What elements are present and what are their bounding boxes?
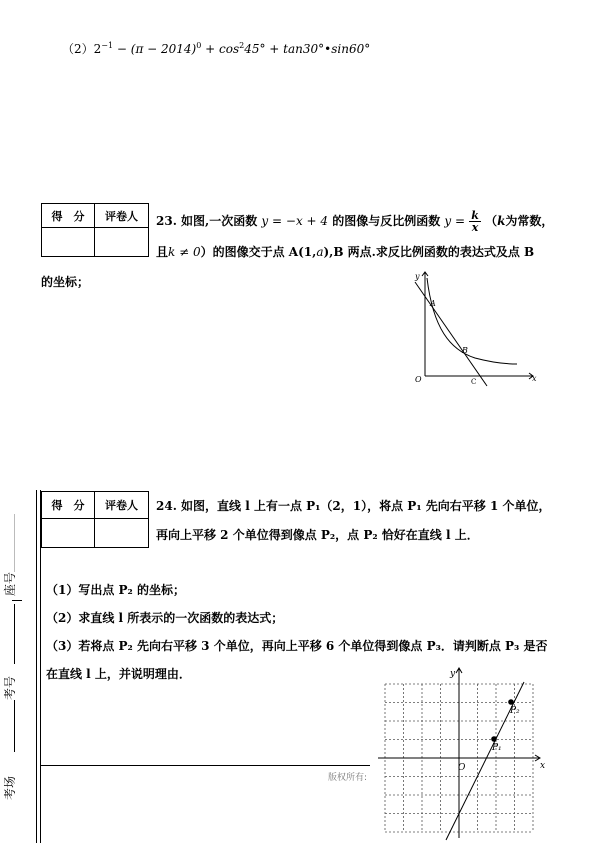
score-header: 得 分 xyxy=(42,492,95,519)
y-label: y xyxy=(415,272,420,281)
margin-dash-2 xyxy=(14,604,15,664)
grader-cell[interactable] xyxy=(95,519,149,548)
q23-k: k xyxy=(497,214,506,228)
hyperbola-curve xyxy=(427,278,517,364)
q24-line1: 24. 如图，直线 l 上有一点 P₁（2，1），将点 P₁ 先向右平移 1 个单位， xyxy=(156,499,551,513)
grader-header: 评卷人 xyxy=(95,492,149,519)
footer-line xyxy=(40,765,370,766)
point-b-label: B xyxy=(462,346,468,355)
frac-den: x xyxy=(471,221,479,234)
y-label: y xyxy=(450,669,456,679)
q24-sub1: （1）写出点 P₂ 的坐标； xyxy=(46,583,185,597)
q23-y: y = xyxy=(444,214,466,228)
score-cell[interactable] xyxy=(42,519,95,548)
score-header: 得 分 xyxy=(42,204,95,228)
expr-part: 45° + tan30°•sin60° xyxy=(244,42,371,56)
origin-label: O xyxy=(458,763,466,773)
problem-2-expression xyxy=(62,38,370,57)
margin-dash-1 xyxy=(14,514,15,572)
expr-part: − (π − 2014) xyxy=(113,42,197,56)
exam-no-label: 考号 xyxy=(3,675,17,700)
point-a-label: A xyxy=(430,299,436,308)
origin-label: O xyxy=(415,375,422,384)
q23-line3: 的坐标； xyxy=(41,275,90,289)
grader-header: 评卷人 xyxy=(95,204,149,228)
expr-part: + cos xyxy=(201,42,240,56)
q23-text: 为常数， xyxy=(505,214,554,228)
q23-text: 23. 如图,一次函数 xyxy=(156,214,258,228)
point-p1 xyxy=(491,736,497,742)
footer-text: 版权所有: xyxy=(328,773,368,783)
q23-text: ）的图像交于点 A(1, xyxy=(200,245,317,259)
expr-sup: −1 xyxy=(101,41,114,50)
q23-a: a xyxy=(316,245,324,259)
q23-text: （ xyxy=(485,214,498,228)
expr-part: 2 xyxy=(93,42,102,56)
q23-text: 且 xyxy=(156,245,169,259)
grader-cell[interactable] xyxy=(95,228,149,257)
q24-sub2: （2）求直线 l 所表示的一次函数的表达式； xyxy=(46,611,284,625)
point-p2 xyxy=(508,699,514,705)
seat-label: 座号 xyxy=(3,571,17,596)
frac-num: k xyxy=(471,209,479,222)
q24-grid-graph xyxy=(374,664,550,842)
q24-sub3: （3）若将点 P₂ 先向右平移 3 个单位，再向上平移 6 个单位得到像点 P₃．请判断点 P₃ 是否 xyxy=(46,639,548,653)
q23-linear-fn: y = −x + 4 xyxy=(261,214,329,228)
linear-function-line xyxy=(415,282,487,386)
q23-fraction xyxy=(469,210,481,233)
margin-line-outer xyxy=(36,490,37,843)
q24-line2: 再向上平移 2 个单位得到像点 P₂，点 P₂ 恰好在直线 l 上． xyxy=(156,528,479,542)
q23-cond: k ≠ 0 xyxy=(168,245,201,259)
score-cell[interactable] xyxy=(42,228,95,257)
q23-graph xyxy=(405,268,540,390)
margin-dash-3 xyxy=(14,700,15,752)
q23-text: 的图像与反比例函数 xyxy=(332,214,441,228)
p2-label: P₂ xyxy=(510,706,520,716)
problem-2-label: （2） xyxy=(62,42,94,56)
exam-room-label: 考场 xyxy=(3,775,17,800)
expr-sup: 0 xyxy=(196,41,202,50)
x-label: x xyxy=(540,761,546,771)
q24-sub3b: 在直线 l 上，并说明理由． xyxy=(46,667,191,681)
score-table-q24 xyxy=(41,491,149,548)
q23-text: ),B 两点.求反比例函数的表达式及点 B xyxy=(323,245,535,259)
q23-line1 xyxy=(156,210,553,233)
point-c-label: C xyxy=(471,378,477,386)
score-table-q23 xyxy=(41,203,149,257)
q23-line2 xyxy=(156,244,534,260)
x-label: x xyxy=(532,374,537,383)
margin-tick-1 xyxy=(12,600,22,601)
p1-label: P₁ xyxy=(492,743,502,753)
expr-sup: 2 xyxy=(239,41,245,50)
